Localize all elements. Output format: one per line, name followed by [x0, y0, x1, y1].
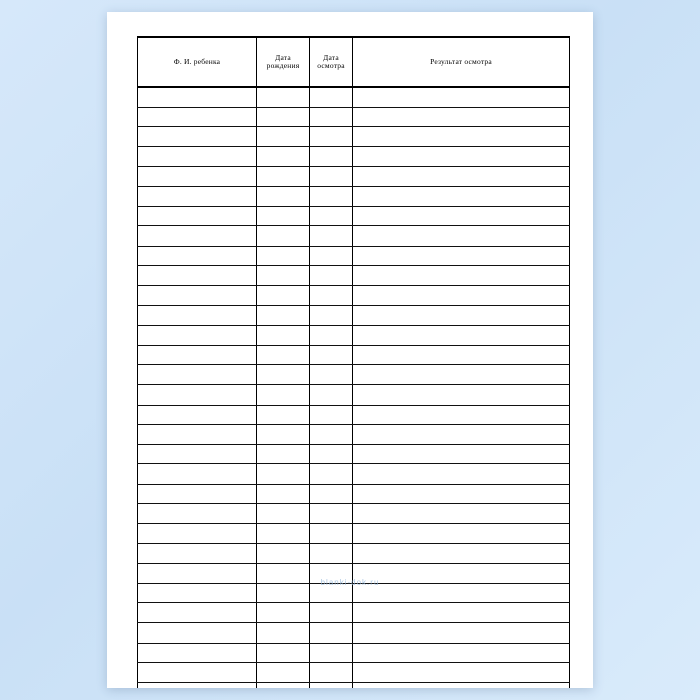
column-header-exam-result: Результат осмотра [353, 37, 570, 87]
table-row [138, 107, 570, 127]
row-cell-child-name[interactable] [138, 345, 257, 365]
row-cell-exam-result[interactable] [353, 682, 570, 688]
row-cell-exam-date[interactable] [310, 425, 353, 445]
row-cell-exam-result[interactable] [353, 484, 570, 504]
row-cell-exam-result[interactable] [353, 285, 570, 305]
table-row [138, 285, 570, 305]
row-cell-exam-result[interactable] [353, 266, 570, 286]
row-cell-child-name[interactable] [138, 206, 257, 226]
row-cell-exam-result[interactable] [353, 305, 570, 326]
table-row [138, 583, 570, 603]
row-cell-exam-date[interactable] [310, 623, 353, 644]
row-cell-child-name[interactable] [138, 246, 257, 266]
row-cell-child-name[interactable] [138, 524, 257, 544]
row-cell-exam-result[interactable] [353, 326, 570, 346]
row-cell-birth-date[interactable] [257, 464, 310, 485]
table-row [138, 663, 570, 683]
table-row [138, 484, 570, 504]
row-cell-exam-date[interactable] [310, 484, 353, 504]
table-row [138, 365, 570, 385]
row-cell-birth-date[interactable] [257, 146, 310, 167]
row-cell-birth-date[interactable] [257, 583, 310, 603]
row-cell-child-name[interactable] [138, 603, 257, 623]
row-cell-exam-date[interactable] [310, 167, 353, 187]
row-cell-exam-result[interactable] [353, 663, 570, 683]
row-cell-birth-date[interactable] [257, 345, 310, 365]
table-header-row [138, 37, 570, 87]
row-cell-child-name[interactable] [138, 305, 257, 326]
row-cell-exam-date[interactable] [310, 206, 353, 226]
row-cell-exam-date[interactable] [310, 444, 353, 464]
table-row [138, 266, 570, 286]
column-header-birth-date-line2: рождения [266, 61, 300, 70]
table-row [138, 167, 570, 187]
row-cell-birth-date[interactable] [257, 425, 310, 445]
table-row [138, 603, 570, 623]
row-cell-exam-date[interactable] [310, 543, 353, 564]
row-cell-birth-date[interactable] [257, 285, 310, 305]
row-cell-birth-date[interactable] [257, 206, 310, 226]
row-cell-birth-date[interactable] [257, 405, 310, 425]
row-cell-exam-result[interactable] [353, 226, 570, 247]
row-cell-exam-date[interactable] [310, 266, 353, 286]
row-cell-exam-date[interactable] [310, 524, 353, 544]
table-row [138, 345, 570, 365]
row-cell-child-name[interactable] [138, 405, 257, 425]
row-cell-exam-date[interactable] [310, 564, 353, 584]
table-row [138, 564, 570, 584]
row-cell-exam-result[interactable] [353, 206, 570, 226]
row-cell-birth-date[interactable] [257, 186, 310, 206]
row-cell-exam-date[interactable] [310, 583, 353, 603]
row-cell-exam-result[interactable] [353, 583, 570, 603]
row-cell-child-name[interactable] [138, 107, 257, 127]
table-row [138, 464, 570, 485]
row-cell-exam-result[interactable] [353, 384, 570, 405]
table-row [138, 186, 570, 206]
row-cell-birth-date[interactable] [257, 682, 310, 688]
watermark: blanki-dok.ru [320, 578, 380, 587]
table-row [138, 643, 570, 663]
row-cell-exam-result[interactable] [353, 107, 570, 127]
table-row [138, 146, 570, 167]
column-header-child-name: Ф. И. ребенка [138, 37, 257, 87]
table-row [138, 206, 570, 226]
row-cell-child-name[interactable] [138, 564, 257, 584]
form-sheet [137, 36, 565, 688]
row-cell-birth-date[interactable] [257, 226, 310, 247]
row-cell-child-name[interactable] [138, 464, 257, 485]
row-cell-exam-date[interactable] [310, 285, 353, 305]
column-header-exam-date-line1: Дата [323, 52, 339, 62]
row-cell-birth-date[interactable] [257, 484, 310, 504]
row-cell-exam-result[interactable] [353, 405, 570, 425]
row-cell-exam-date[interactable] [310, 603, 353, 623]
row-cell-child-name[interactable] [138, 623, 257, 644]
row-cell-exam-date[interactable] [310, 326, 353, 346]
row-cell-birth-date[interactable] [257, 623, 310, 644]
row-cell-birth-date[interactable] [257, 543, 310, 564]
row-cell-exam-date[interactable] [310, 305, 353, 326]
table-row [138, 127, 570, 147]
row-cell-exam-result[interactable] [353, 167, 570, 187]
row-cell-child-name[interactable] [138, 663, 257, 683]
row-cell-birth-date[interactable] [257, 524, 310, 544]
row-cell-exam-date[interactable] [310, 663, 353, 683]
row-cell-exam-result[interactable] [353, 87, 570, 107]
row-cell-exam-result[interactable] [353, 345, 570, 365]
row-cell-birth-date[interactable] [257, 444, 310, 464]
row-cell-exam-result[interactable] [353, 623, 570, 644]
row-cell-exam-result[interactable] [353, 643, 570, 663]
row-cell-birth-date[interactable] [257, 365, 310, 385]
row-cell-child-name[interactable] [138, 266, 257, 286]
row-cell-child-name[interactable] [138, 167, 257, 187]
row-cell-birth-date[interactable] [257, 504, 310, 524]
table-row [138, 623, 570, 644]
row-cell-child-name[interactable] [138, 543, 257, 564]
row-cell-exam-date[interactable] [310, 365, 353, 385]
row-cell-child-name[interactable] [138, 583, 257, 603]
row-cell-child-name[interactable] [138, 87, 257, 107]
row-cell-exam-result[interactable] [353, 365, 570, 385]
table-row [138, 305, 570, 326]
row-cell-exam-date[interactable] [310, 643, 353, 663]
table-row [138, 524, 570, 544]
table-row [138, 384, 570, 405]
row-cell-exam-result[interactable] [353, 564, 570, 584]
row-cell-exam-result[interactable] [353, 464, 570, 485]
row-cell-child-name[interactable] [138, 326, 257, 346]
row-cell-child-name[interactable] [138, 146, 257, 167]
table-row [138, 226, 570, 247]
table-row [138, 444, 570, 464]
row-cell-child-name[interactable] [138, 643, 257, 663]
row-cell-exam-result[interactable] [353, 146, 570, 167]
row-cell-exam-date[interactable] [310, 405, 353, 425]
row-cell-birth-date[interactable] [257, 266, 310, 286]
row-cell-birth-date[interactable] [257, 564, 310, 584]
row-cell-child-name[interactable] [138, 226, 257, 247]
table-row [138, 504, 570, 524]
row-cell-exam-result[interactable] [353, 543, 570, 564]
row-cell-exam-date[interactable] [310, 246, 353, 266]
row-cell-exam-date[interactable] [310, 146, 353, 167]
row-cell-exam-result[interactable] [353, 127, 570, 147]
document-page [107, 12, 593, 688]
row-cell-exam-result[interactable] [353, 246, 570, 266]
row-cell-exam-date[interactable] [310, 186, 353, 206]
inspection-log-table [137, 36, 570, 688]
row-cell-birth-date[interactable] [257, 246, 310, 266]
row-cell-child-name[interactable] [138, 484, 257, 504]
row-cell-exam-date[interactable] [310, 504, 353, 524]
row-cell-exam-date[interactable] [310, 107, 353, 127]
row-cell-child-name[interactable] [138, 285, 257, 305]
row-cell-birth-date[interactable] [257, 107, 310, 127]
row-cell-exam-date[interactable] [310, 127, 353, 147]
row-cell-birth-date[interactable] [257, 384, 310, 405]
row-cell-birth-date[interactable] [257, 305, 310, 326]
row-cell-child-name[interactable] [138, 365, 257, 385]
table-row [138, 87, 570, 107]
row-cell-exam-result[interactable] [353, 444, 570, 464]
row-cell-child-name[interactable] [138, 504, 257, 524]
row-cell-exam-date[interactable] [310, 226, 353, 247]
row-cell-birth-date[interactable] [257, 326, 310, 346]
row-cell-exam-result[interactable] [353, 186, 570, 206]
row-cell-birth-date[interactable] [257, 127, 310, 147]
row-cell-child-name[interactable] [138, 127, 257, 147]
row-cell-birth-date[interactable] [257, 87, 310, 107]
row-cell-exam-date[interactable] [310, 464, 353, 485]
column-header-exam-date [310, 37, 353, 87]
row-cell-child-name[interactable] [138, 425, 257, 445]
table-row [138, 246, 570, 266]
row-cell-birth-date[interactable] [257, 663, 310, 683]
row-cell-exam-date[interactable] [310, 87, 353, 107]
row-cell-exam-date[interactable] [310, 384, 353, 405]
table-row [138, 326, 570, 346]
row-cell-birth-date[interactable] [257, 643, 310, 663]
column-header-birth-date [257, 37, 310, 87]
row-cell-exam-date[interactable] [310, 345, 353, 365]
row-cell-exam-result[interactable] [353, 603, 570, 623]
column-header-exam-date-line2: осмотра [317, 61, 345, 70]
table-header [138, 37, 570, 87]
row-cell-child-name[interactable] [138, 384, 257, 405]
table-row [138, 405, 570, 425]
column-header-birth-date-line1: Дата [275, 52, 291, 62]
table-row [138, 425, 570, 445]
row-cell-birth-date[interactable] [257, 167, 310, 187]
row-cell-child-name[interactable] [138, 186, 257, 206]
table-row [138, 682, 570, 688]
row-cell-birth-date[interactable] [257, 603, 310, 623]
table-body [138, 87, 570, 688]
row-cell-exam-date[interactable] [310, 682, 353, 688]
table-row [138, 543, 570, 564]
row-cell-exam-result[interactable] [353, 524, 570, 544]
row-cell-exam-result[interactable] [353, 425, 570, 445]
row-cell-child-name[interactable] [138, 444, 257, 464]
row-cell-exam-result[interactable] [353, 504, 570, 524]
row-cell-child-name[interactable] [138, 682, 257, 688]
